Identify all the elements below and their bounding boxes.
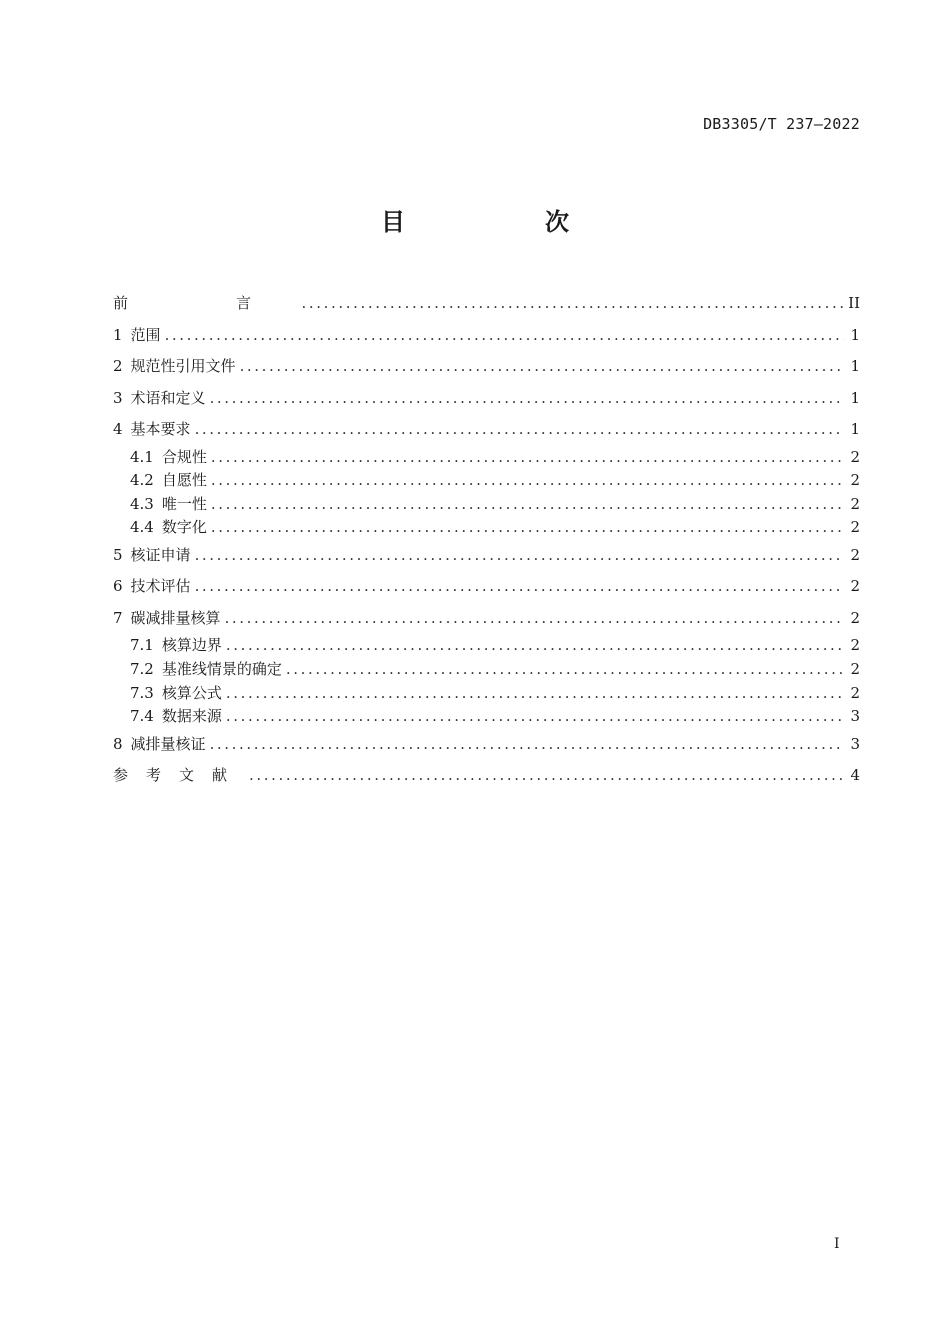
toc-leader-dots (210, 729, 844, 761)
toc-entry-label: 参考文献 (113, 766, 246, 785)
toc-entry-text: 范围 (130, 325, 161, 344)
toc-title: 目 次 (381, 208, 627, 236)
toc-entry-number: 1 (113, 325, 123, 344)
toc-entry-2[interactable] (113, 351, 860, 383)
toc-page-number: 1 (850, 325, 860, 344)
toc-page-number: 1 (850, 388, 860, 407)
toc-page-number: 2 (850, 494, 860, 513)
toc-entry-label (130, 658, 282, 682)
toc-entry-label (113, 571, 191, 603)
toc-entry-number: 4.2 (130, 471, 154, 490)
toc-entry-text: 数字化 (161, 518, 207, 537)
toc-leader-dots (211, 516, 844, 540)
toc-entry-label (113, 414, 191, 446)
toc-entry-text: 规范性引用文件 (130, 357, 236, 375)
toc-page-number: 1 (850, 357, 860, 375)
toc-entry-preface[interactable] (113, 288, 860, 320)
toc-entry-text: 唯一性 (161, 494, 207, 513)
toc-entry-label (130, 516, 207, 540)
toc-entry-7-1[interactable] (113, 634, 860, 658)
toc-entry-text: 术语和定义 (130, 388, 206, 407)
toc-entry-number: 4.1 (130, 447, 154, 466)
toc-leader-dots (240, 351, 844, 383)
toc-entry-label (130, 469, 207, 493)
toc-leader-dots (211, 493, 844, 517)
toc-entry-4-4[interactable] (113, 516, 860, 540)
toc-entry-references[interactable] (113, 760, 860, 792)
toc-page-number: II (848, 294, 860, 312)
toc-entry-number: 4.4 (130, 518, 154, 537)
toc-entry-text: 核算公式 (161, 683, 222, 702)
toc-entry-8[interactable] (113, 729, 860, 761)
toc-entry-number: 8 (113, 734, 123, 753)
toc-leader-dots (195, 540, 844, 572)
toc-page-number: 3 (850, 707, 860, 726)
toc-leader-dots (210, 383, 844, 415)
toc-entry-number: 4 (113, 420, 123, 438)
toc-entry-text: 基准线情景的确定 (161, 659, 282, 678)
page-number: I (834, 1236, 840, 1252)
toc-leader-dots (249, 760, 844, 792)
toc-entry-text: 碳减排量核算 (130, 608, 221, 627)
toc-entry-number: 7.1 (130, 636, 154, 655)
toc-entry-label (113, 729, 206, 761)
toc-entry-label (130, 705, 222, 729)
toc-entry-label (113, 320, 161, 352)
toc-page-number: 2 (850, 471, 860, 490)
toc-page-number: 2 (850, 447, 860, 466)
toc-page-number: 2 (850, 636, 860, 655)
toc-leader-dots (226, 705, 844, 729)
toc-entry-number: 3 (113, 388, 123, 407)
toc-leader-dots (195, 414, 844, 446)
toc-entry-5[interactable] (113, 540, 860, 572)
toc-entry-number: 4.3 (130, 494, 154, 513)
toc-page-number: 4 (850, 766, 860, 785)
toc-entry-text: 减排量核证 (130, 734, 206, 753)
toc-entry-text: 合规性 (161, 447, 207, 466)
toc-leader-dots (165, 320, 844, 352)
toc-page-number: 3 (850, 734, 860, 753)
toc-entry-number: 2 (113, 357, 123, 375)
toc-page-number: 2 (850, 545, 860, 564)
toc-entry-7-3[interactable] (113, 682, 860, 706)
toc-entry-label (113, 351, 236, 383)
toc-entry-number: 7.4 (130, 707, 154, 726)
toc-entry-4-3[interactable] (113, 493, 860, 517)
toc-leader-dots (211, 446, 844, 470)
toc-leader-dots (195, 571, 844, 603)
toc-leader-dots (286, 658, 844, 682)
toc-entry-3[interactable] (113, 383, 860, 415)
toc-page-number: 1 (850, 420, 860, 438)
toc-page-number: 2 (850, 577, 860, 596)
toc-page-number: 2 (850, 659, 860, 678)
toc-entry-label (113, 383, 206, 415)
toc-entry-7[interactable] (113, 603, 860, 635)
toc-entry-7-4[interactable] (113, 705, 860, 729)
toc-leader-dots (302, 288, 844, 320)
toc-entry-text: 核算边界 (161, 636, 222, 655)
toc-page-number: 2 (850, 518, 860, 537)
toc-entry-label (113, 540, 191, 572)
toc-entry-label (130, 446, 207, 470)
toc-entry-text: 自愿性 (161, 471, 207, 490)
toc-entry-label (130, 634, 222, 658)
toc-entry-1[interactable] (113, 320, 860, 352)
toc-entry-6[interactable] (113, 571, 860, 603)
toc-entry-4-2[interactable] (113, 469, 860, 493)
toc-page-number: 2 (850, 683, 860, 702)
table-of-contents (113, 288, 860, 792)
toc-page-number: 2 (850, 608, 860, 627)
toc-entry-number: 7.3 (130, 683, 154, 702)
toc-entry-7-2[interactable] (113, 658, 860, 682)
toc-entry-label (130, 493, 207, 517)
toc-entry-4[interactable] (113, 414, 860, 446)
toc-leader-dots (225, 603, 844, 635)
toc-entry-label (130, 682, 222, 706)
toc-entry-text: 数据来源 (161, 707, 222, 726)
toc-entry-label (113, 603, 221, 635)
toc-entry-text: 技术评估 (130, 577, 191, 596)
toc-entry-4-1[interactable] (113, 446, 860, 470)
toc-leader-dots (211, 469, 844, 493)
toc-entry-label: 前 言 (113, 294, 298, 312)
toc-entry-number: 6 (113, 577, 123, 596)
toc-entry-number: 7 (113, 608, 123, 627)
toc-leader-dots (226, 682, 844, 706)
toc-entry-number: 5 (113, 545, 123, 564)
toc-entry-number: 7.2 (130, 659, 154, 678)
toc-entry-text: 核证申请 (130, 545, 191, 564)
document-code: DB3305/T 237—2022 (703, 115, 860, 133)
toc-entry-text: 基本要求 (130, 420, 191, 438)
toc-leader-dots (226, 634, 844, 658)
